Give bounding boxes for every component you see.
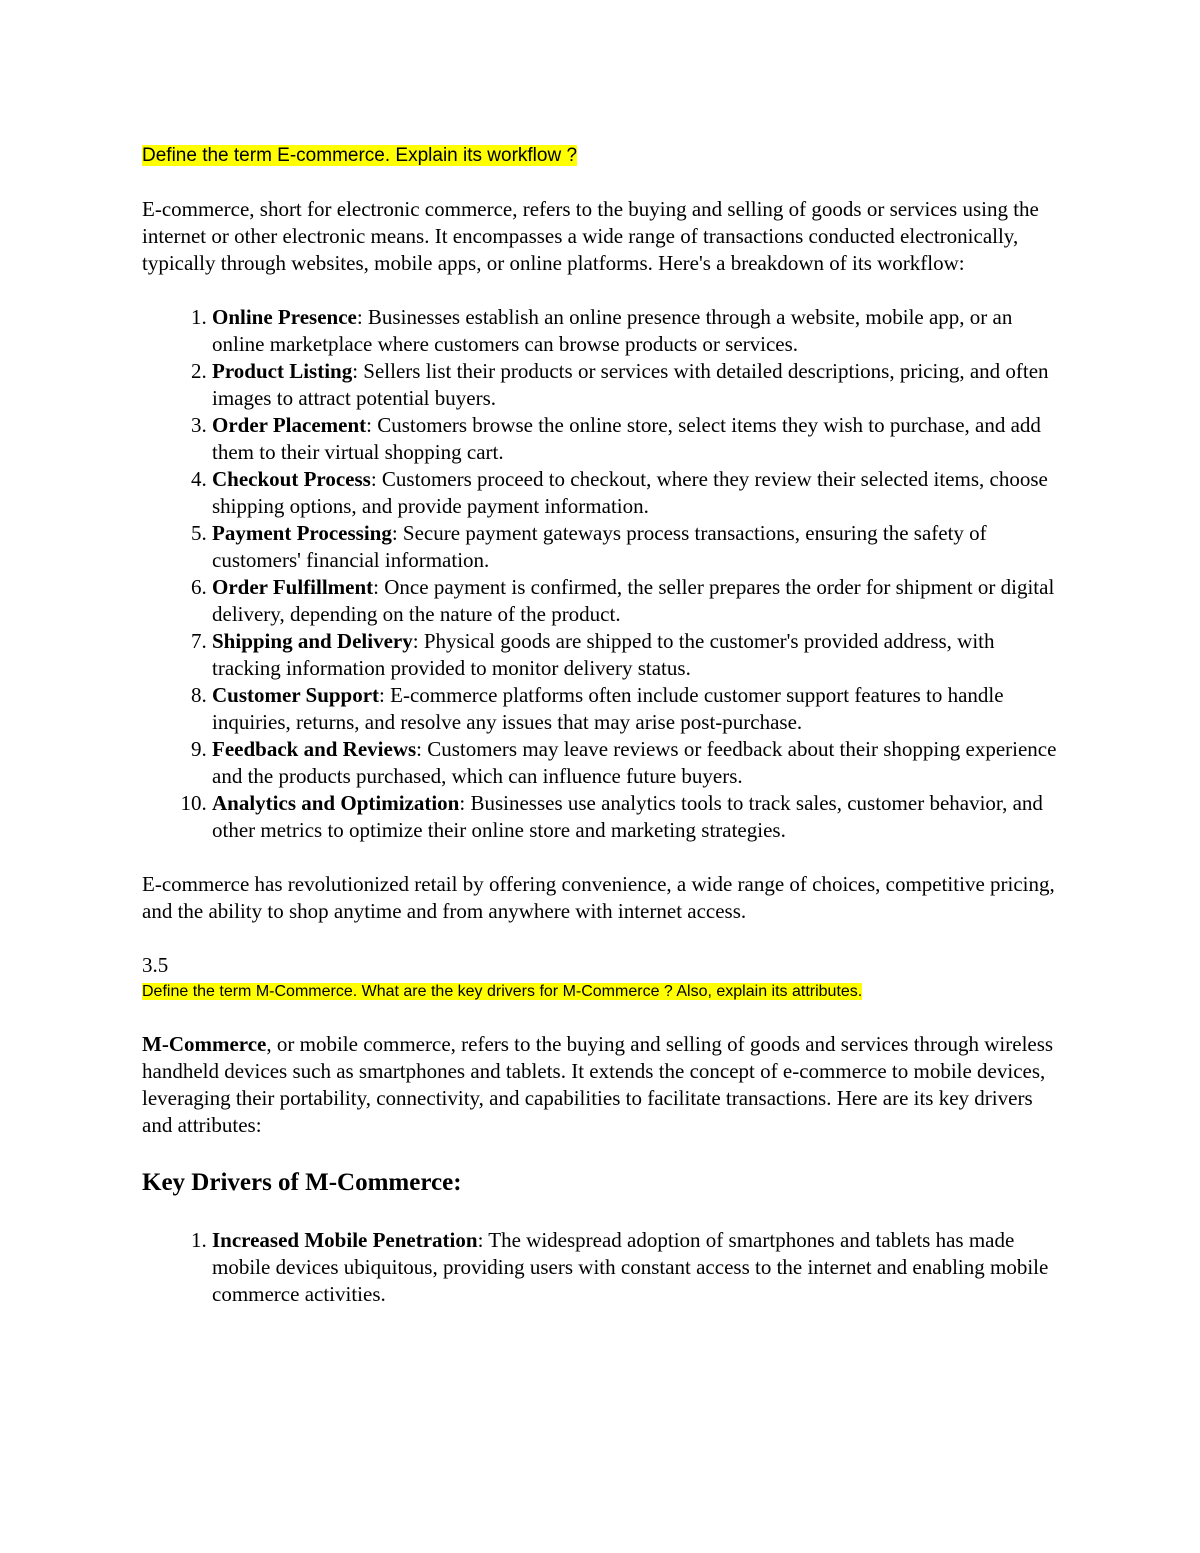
step-term: Online Presence [212,305,357,329]
step-text: : E-commerce platforms often include customer support features to handle inquiries, returns, and resolve any issues that may arise post-purchase. [212,683,1004,734]
list-item [212,412,1067,466]
step-term: Order Fulfillment [212,575,374,599]
step-term: Feedback and Reviews [212,737,417,761]
list-item [212,358,1067,412]
ecommerce-question [142,142,1067,169]
driver-text: : The widespread adoption of smartphones and tablets has made mobile devices ubiquitous, providing users with constant access to the internet and enabling mobile commerce activities. [212,1228,1049,1306]
step-text: : Businesses establish an online presence through a website, mobile app, or an online marketplace where customers can browse products or services. [212,305,1013,356]
list-item [212,520,1067,574]
step-text: : Sellers list their products or services with detailed descriptions, pricing, and often images to attract potential buyers. [212,359,1049,410]
key-drivers-heading: Key Drivers of M-Commerce: [142,1169,462,1196]
mcommerce-question [142,979,1067,1004]
list-item [212,682,1067,736]
ecommerce-question-text: Define the term E-commerce. Explain its workflow ? [142,145,578,166]
list-item [212,628,1067,682]
mcommerce-term: M-Commerce [142,1032,267,1056]
step-text: : Once payment is confirmed, the seller prepares the order for shipment or digital delivery, depending on the nature of the product. [212,575,1055,626]
step-term: Analytics and Optimization [212,791,460,815]
step-term: Order Placement [212,413,367,437]
list-item [212,736,1067,790]
mcommerce-intro [142,1031,1067,1139]
step-text: : Secure payment gateways process transactions, ensuring the safety of customers' financial information. [212,521,987,572]
step-text: : Customers may leave reviews or feedback about their shopping experience and the products purchased, which can influence future buyers. [212,737,1057,788]
step-term: Payment Processing [212,521,392,545]
list-item [212,1227,1067,1308]
ecommerce-conclusion: E-commerce has revolutionized retail by offering convenience, a wide range of choices, competitive pricing, and the ability to shop anytime and from anywhere with internet access. [142,872,1055,923]
step-term: Checkout Process [212,467,371,491]
section-number: 3.5 [142,953,169,977]
document-content [142,142,1067,1335]
list-item [212,574,1067,628]
step-text: : Customers proceed to checkout, where they review their selected items, choose shipping options, and provide payment information. [212,467,1048,518]
step-term: Shipping and Delivery [212,629,413,653]
step-text: : Businesses use analytics tools to track sales, customer behavior, and other metrics to optimize their online store and marketing strategies. [212,791,1043,842]
key-drivers-list [142,1227,1067,1308]
step-term: Product Listing [212,359,353,383]
driver-term: Increased Mobile Penetration [212,1228,478,1252]
list-item [212,466,1067,520]
list-item [212,790,1067,844]
mcommerce-intro-text: , or mobile commerce, refers to the buying and selling of goods and services through wireless handheld devices such as smartphones and tablets. It extends the concept of e-commerce to mobile devices, leveraging their portability, connectivity, and capabilities to facilitate transactions. Here are its key drivers and attributes: [142,1032,1054,1137]
ecommerce-workflow-list [142,304,1067,844]
step-text: : Physical goods are shipped to the customer's provided address, with tracking information provided to monitor delivery status. [212,629,995,680]
list-item [212,304,1067,358]
step-term: Customer Support [212,683,380,707]
ecommerce-intro: E-commerce, short for electronic commerce, refers to the buying and selling of goods or services using the internet or other electronic means. It encompasses a wide range of transactions conducted electronically, typically through websites, mobile apps, or online platforms. Here's a breakdown of its workflow: [142,197,1039,275]
mcommerce-question-text: Define the term M-Commerce. What are the key drivers for M-Commerce ? Also, explain its attributes. [142,983,863,1000]
step-text: : Customers browse the online store, select items they wish to purchase, and add them to their virtual shopping cart. [212,413,1041,464]
